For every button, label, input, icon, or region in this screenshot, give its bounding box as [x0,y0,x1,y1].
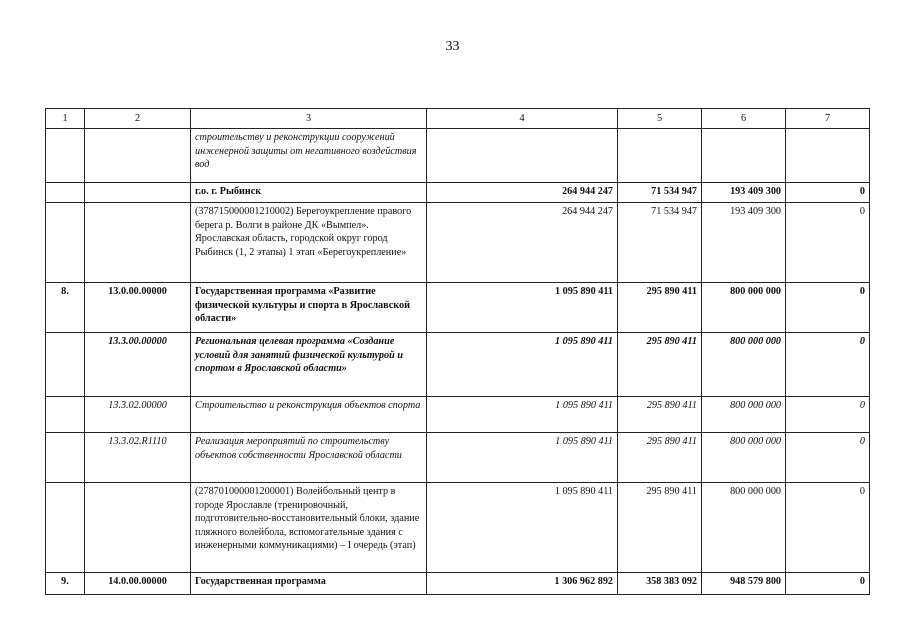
col7-cell: 0 [786,573,870,595]
code-cell [85,183,191,203]
header-cell: 6 [702,109,786,129]
col6-cell [702,129,786,183]
row-number-cell [46,203,85,283]
code-cell: 14.0.00.00000 [85,573,191,595]
table-row [46,333,870,397]
table-row [46,203,870,283]
col7-cell: 0 [786,183,870,203]
col6-cell: 800 000 000 [702,397,786,433]
col7-cell: 0 [786,333,870,397]
total-cell: 1 095 890 411 [427,283,618,333]
header-cell: 7 [786,109,870,129]
code-cell: 13.3.00.00000 [85,333,191,397]
code-cell [85,203,191,283]
row-number-cell [46,397,85,433]
total-cell: 1 095 890 411 [427,433,618,483]
table-row [46,183,870,203]
total-cell: 264 944 247 [427,183,618,203]
budget-table [45,108,870,595]
total-cell: 1 306 962 892 [427,573,618,595]
table-row [46,129,870,183]
col7-cell: 0 [786,397,870,433]
col7-cell: 0 [786,483,870,573]
table-header-row [46,109,870,129]
col5-cell: 295 890 411 [618,397,702,433]
col6-cell: 948 579 800 [702,573,786,595]
header-cell: 4 [427,109,618,129]
table-row [46,483,870,573]
name-cell: Государственная программа [191,573,427,595]
name-cell: строительству и реконструкции сооружений инженерной защиты от негативного воздействия вод [191,129,427,183]
col5-cell: 295 890 411 [618,483,702,573]
row-number-cell [46,183,85,203]
row-number-cell: 9. [46,573,85,595]
col7-cell: 0 [786,433,870,483]
name-cell: Реализация мероприятий по строительству объектов собственности Ярославской области [191,433,427,483]
name-cell: Государственная программа «Развитие физической культуры и спорта в Ярославской области» [191,283,427,333]
total-cell: 1 095 890 411 [427,333,618,397]
row-number-cell [46,433,85,483]
row-number-cell [46,333,85,397]
table-row [46,433,870,483]
col6-cell: 800 000 000 [702,333,786,397]
name-cell: Региональная целевая программа «Создание условий для занятий физической культурой и спортом в Ярославской области» [191,333,427,397]
code-cell [85,483,191,573]
col7-cell [786,129,870,183]
code-cell: 13.3.02.00000 [85,397,191,433]
code-cell [85,129,191,183]
col7-cell: 0 [786,203,870,283]
col7-cell: 0 [786,283,870,333]
col5-cell: 295 890 411 [618,433,702,483]
total-cell: 1 095 890 411 [427,397,618,433]
col6-cell: 800 000 000 [702,483,786,573]
name-cell: (378715000001210002) Берегоукрепление правого берега р. Волги в районе ДК «Вымпел». Ярославская область, городской округ город Рыбинск (1, 2 этапы) 1 этап «Берегоукрепление» [191,203,427,283]
total-cell: 1 095 890 411 [427,483,618,573]
col6-cell: 800 000 000 [702,283,786,333]
name-cell: Строительство и реконструкция объектов спорта [191,397,427,433]
col5-cell: 295 890 411 [618,283,702,333]
row-number-cell: 8. [46,283,85,333]
header-cell: 1 [46,109,85,129]
total-cell [427,129,618,183]
col6-cell: 800 000 000 [702,433,786,483]
header-cell: 5 [618,109,702,129]
row-number-cell [46,129,85,183]
code-cell: 13.0.00.00000 [85,283,191,333]
table-row [46,283,870,333]
col5-cell: 295 890 411 [618,333,702,397]
name-cell: (278701000001200001) Волейбольный центр в городе Ярославле (тренировочный, подготовительно-восстановительный блоки, здание пляжного волейбола, вспомогательные здания с инженерными коммуникациями) – I очередь (этап) [191,483,427,573]
page-number: 33 [445,39,460,54]
name-cell: г.о. г. Рыбинск [191,183,427,203]
col5-cell: 71 534 947 [618,183,702,203]
table-row [46,397,870,433]
row-number-cell [46,483,85,573]
col5-cell [618,129,702,183]
col5-cell: 71 534 947 [618,203,702,283]
header-cell: 2 [85,109,191,129]
header-cell: 3 [191,109,427,129]
col6-cell: 193 409 300 [702,203,786,283]
col6-cell: 193 409 300 [702,183,786,203]
code-cell: 13.3.02.R1110 [85,433,191,483]
total-cell: 264 944 247 [427,203,618,283]
table-row [46,573,870,595]
col5-cell: 358 383 092 [618,573,702,595]
